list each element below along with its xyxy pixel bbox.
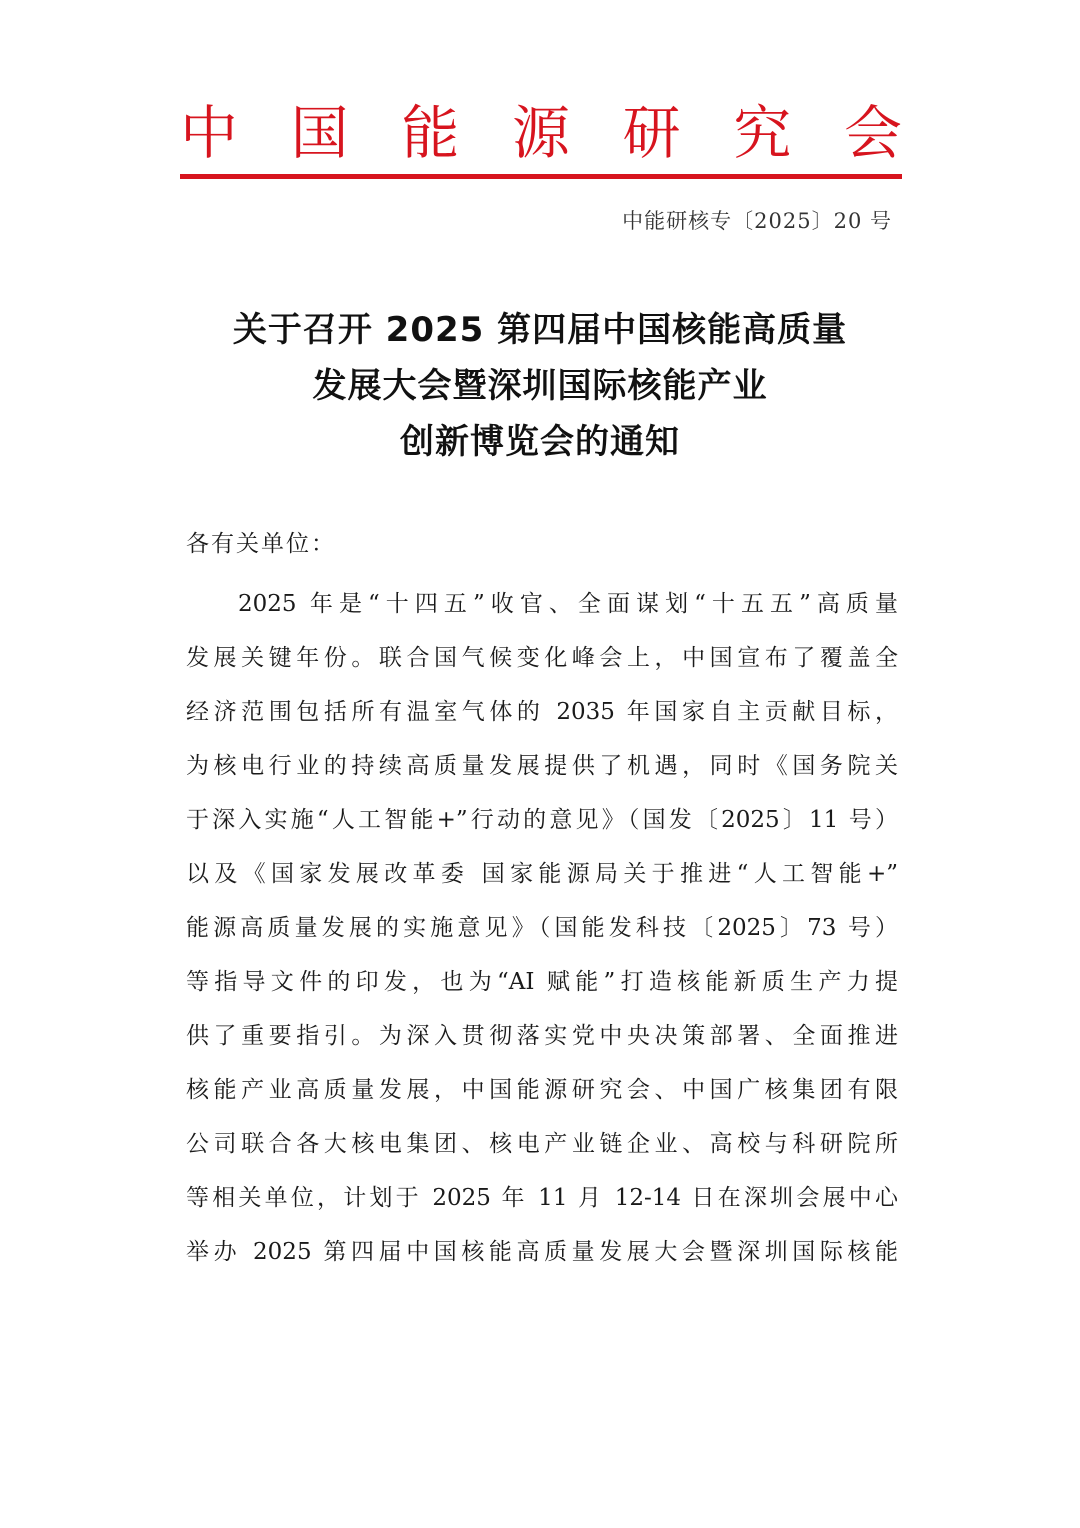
org-name-char: 研 <box>622 99 681 167</box>
org-name-char: 国 <box>290 99 349 167</box>
salutation: 各有关单位： <box>186 531 336 557</box>
body-line: 以及《国家发展改革委 国家能源局关于推进“人工智能+” <box>186 861 898 887</box>
body-line: 能源高质量发展的实施意见》（国能发科技〔2025〕73 号） <box>186 915 898 941</box>
body-line: 举办 2025 第四届中国核能高质量发展大会暨深圳国际核能 <box>186 1239 898 1265</box>
body-line: 为核电行业的持续高质量发展提供了机遇，同时《国务院关 <box>186 753 898 779</box>
body-line: 公司联合各大核电集团、核电产业链企业、高校与科研院所 <box>186 1131 898 1157</box>
org-name-char: 源 <box>511 99 570 167</box>
body-line: 2025 年是“十四五”收官、全面谋划“十五五”高质量 <box>238 591 898 617</box>
title-line: 关于召开 2025 第四届中国核能高质量 <box>232 310 848 350</box>
org-name-char: 能 <box>401 99 460 167</box>
body-paragraph <box>186 577 898 1279</box>
body-line: 供了重要指引。为深入贯彻落实党中央决策部署、全面推进 <box>186 1023 898 1049</box>
body-line: 发展关键年份。联合国气候变化峰会上，中国宣布了覆盖全 <box>186 645 898 671</box>
body-line: 经济范围包括所有温室气体的 2035 年国家自主贡献目标， <box>186 699 898 725</box>
title-line: 发展大会暨深圳国际核能产业 <box>312 366 768 406</box>
body-line: 等相关单位，计划于 2025 年 11 月 12-14 日在深圳会展中心 <box>186 1185 898 1211</box>
document-title <box>140 302 940 470</box>
org-name-char: 中 <box>180 99 239 167</box>
org-name-char: 会 <box>843 99 902 167</box>
body-line: 于深入实施“人工智能+”行动的意见》（国发〔2025〕11 号） <box>186 807 898 833</box>
org-name-char: 究 <box>733 99 792 167</box>
title-line: 创新博览会的通知 <box>400 422 680 462</box>
organization-header <box>180 98 902 168</box>
document-number: 中能研核专〔2025〕20 号 <box>622 209 892 233</box>
header-divider <box>180 174 902 179</box>
body-line: 核能产业高质量发展，中国能源研究会、中国广核集团有限 <box>186 1077 898 1103</box>
body-line: 等指导文件的印发，也为“AI 赋能”打造核能新质生产力提 <box>186 969 898 995</box>
